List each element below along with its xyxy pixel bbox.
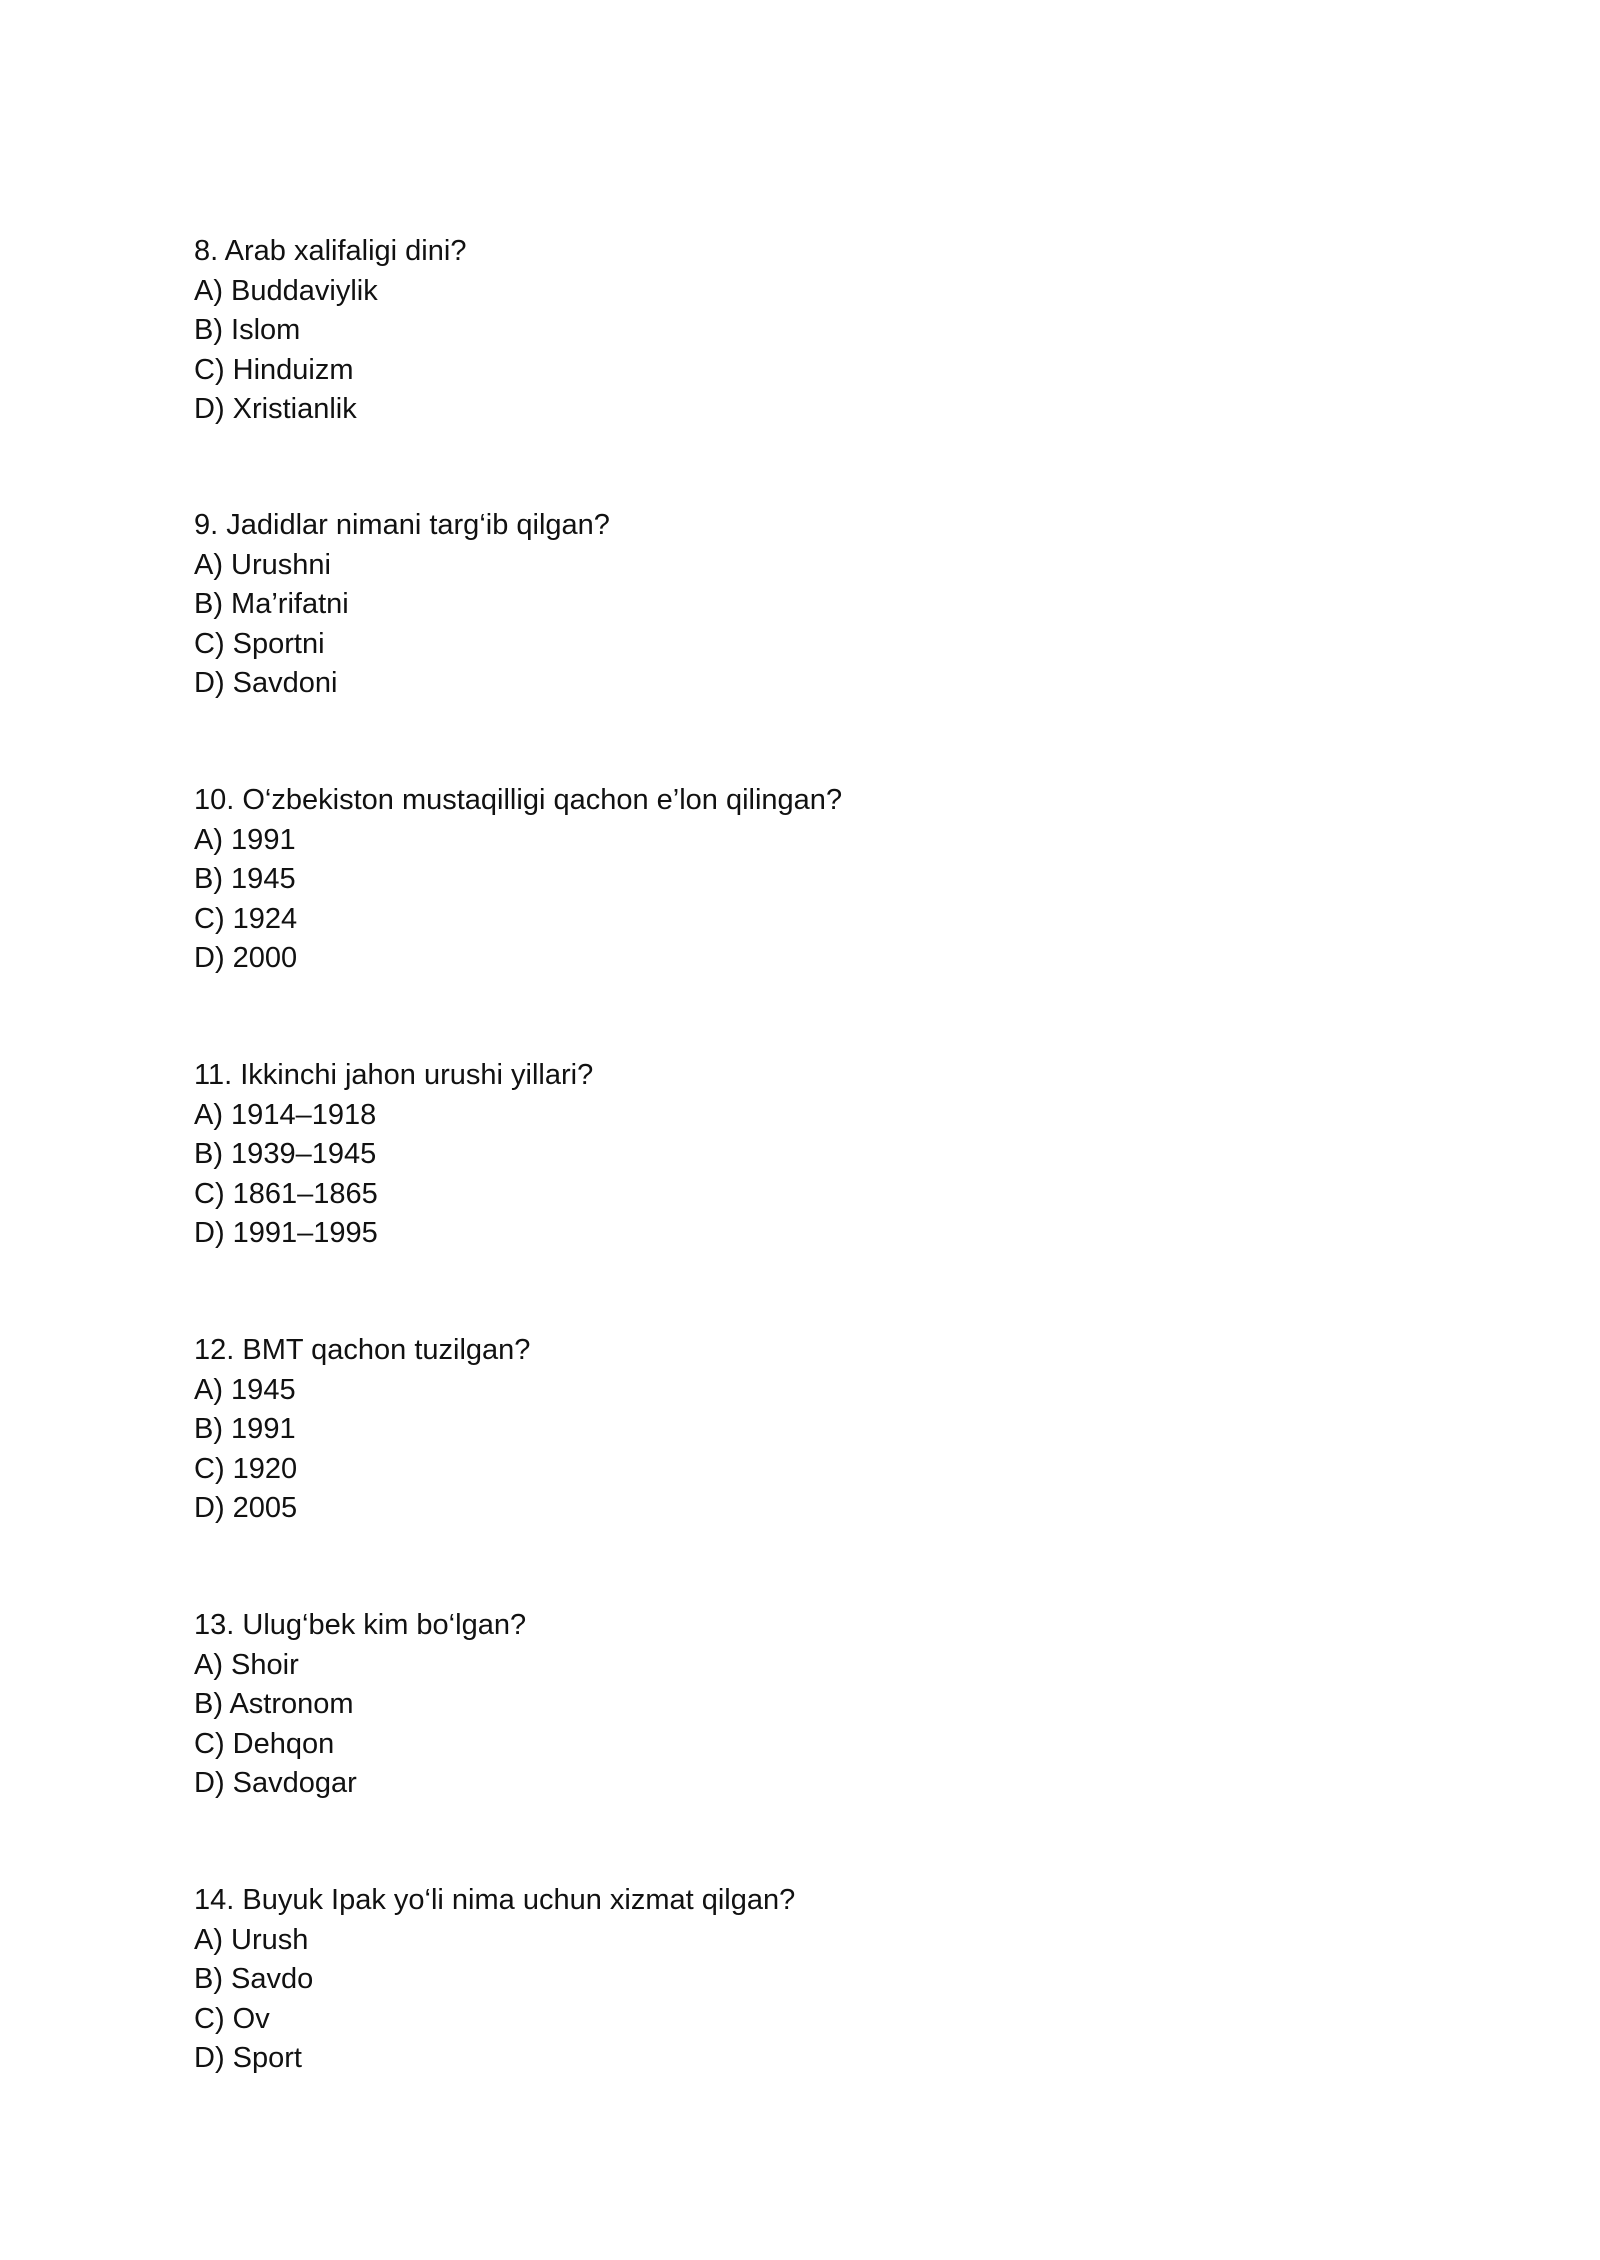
answer-option: C) Ov <box>194 2002 270 2035</box>
answer-option: C) Dehqon <box>194 1727 335 1760</box>
question-text: 8. Arab xalifaligi dini? <box>194 235 467 267</box>
answer-option: D) Savdogar <box>194 1767 357 1799</box>
answer-option: B) 1945 <box>194 863 296 895</box>
answer-option: D) 2000 <box>194 942 298 974</box>
answer-option: D) Savdoni <box>194 667 338 699</box>
answer-option: B) Astronom <box>194 1688 354 1720</box>
answer-option: C) Hinduizm <box>194 353 354 386</box>
answer-option: D) Sport <box>194 2042 302 2074</box>
question-text: 10. O‘zbekiston mustaqilligi qachon e’lon qilingan? <box>194 784 843 816</box>
answer-option: C) Sportni <box>194 627 325 660</box>
question-text: 13. Ulug‘bek kim bo‘lgan? <box>194 1609 527 1641</box>
answer-option: C) 1920 <box>194 1452 298 1485</box>
answer-option: B) Islom <box>194 314 301 346</box>
question-block <box>194 1331 1444 1529</box>
question-text: 9. Jadidlar nimani targ‘ib qilgan? <box>194 509 610 541</box>
question-block <box>194 1056 1444 1254</box>
answer-option: B) 1939–1945 <box>194 1138 377 1170</box>
answer-option: D) Xristianlik <box>194 393 357 425</box>
question-text: 14. Buyuk Ipak yo‘li nima uchun xizmat qilgan? <box>194 1884 796 1916</box>
question-block <box>194 1606 1444 1804</box>
question-block <box>194 232 1444 430</box>
answer-option: C) 1861–1865 <box>194 1177 378 1210</box>
question-block <box>194 506 1444 704</box>
answer-option: A) 1914–1918 <box>194 1098 377 1131</box>
answer-option: A) Urushni <box>194 548 331 581</box>
question-text: 12. BMT qachon tuzilgan? <box>194 1334 531 1366</box>
question-block <box>194 1881 1444 2079</box>
question-text: 11. Ikkinchi jahon urushi yillari? <box>194 1059 594 1091</box>
question-block <box>194 781 1444 979</box>
answer-option: B) Ma’rifatni <box>194 588 349 620</box>
answer-option: A) 1945 <box>194 1373 296 1406</box>
answer-option: A) Shoir <box>194 1648 299 1681</box>
answer-option: A) Urush <box>194 1923 309 1956</box>
answer-option: A) 1991 <box>194 823 296 856</box>
answer-option: B) 1991 <box>194 1413 296 1445</box>
answer-option: D) 2005 <box>194 1492 298 1524</box>
answer-option: B) Savdo <box>194 1963 314 1995</box>
answer-option: A) Buddaviylik <box>194 274 378 307</box>
answer-option: D) 1991–1995 <box>194 1217 378 1249</box>
answer-option: C) 1924 <box>194 902 298 935</box>
